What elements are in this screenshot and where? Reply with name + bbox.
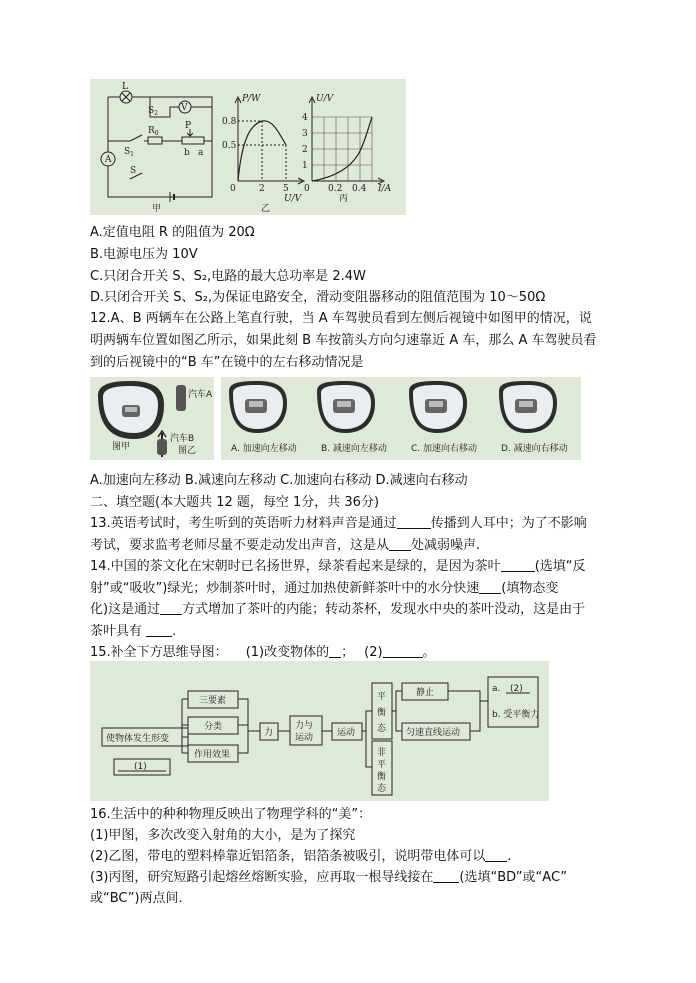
graph-bing-ytick-3: 1 (302, 161, 308, 171)
q13-text-2a: 考试，要求监考老师尽量不要走动发出声音，这是从 (90, 538, 390, 553)
q11-option-a: A.定值电阻 R 的阻值为 20Ω (90, 225, 255, 240)
q14-blank-1 (501, 559, 535, 572)
q14-blank-4 (146, 624, 172, 637)
mm-fei-heng: 衡 (377, 772, 387, 782)
tu-jia-label: 图甲 (112, 442, 131, 452)
mm-blank-1: (1) (134, 762, 147, 772)
switch-s-label: S (130, 166, 137, 176)
graph-bing-xlabel: I/A (378, 184, 392, 194)
mm-left-box: 使物体发生形变 (106, 734, 170, 744)
q15-blank-1 (329, 645, 341, 658)
tu-yi-label: 图乙 (178, 446, 197, 456)
lamp-label: L (122, 82, 128, 92)
graph-yi-ytick-0: 0.8 (222, 117, 237, 127)
q14-text-2b: (填物态变 (501, 581, 559, 596)
mm-li: 力 (264, 728, 274, 738)
ammeter-label: A (105, 155, 112, 165)
mm-yundong: 运动 (295, 733, 314, 743)
graph-bing-ytick-2: 2 (302, 145, 308, 155)
q16-blank-2 (485, 849, 507, 862)
q14-text-1b: (选填“反 (534, 559, 586, 574)
q14-line-1 (90, 558, 586, 576)
q13-line-2 (90, 537, 480, 555)
figure-jia-caption: 甲 (152, 204, 162, 214)
q13-line-1 (90, 515, 587, 533)
mind-map-figure (90, 661, 549, 801)
q14-text-3a: 化)这是通过 (90, 602, 161, 617)
q14-text-4a: 茶叶具有 (90, 624, 143, 639)
mirror-option-d: D. 减速向右移动 (501, 444, 568, 454)
mm-ping: 平 (377, 692, 387, 702)
voltmeter-label: V (181, 103, 188, 113)
graph-yi-xtick-1: 2 (259, 184, 265, 194)
q16-text-3a: (3)丙图，研究短路引起熔丝熔断实验，应再取一根导线接在 (90, 870, 434, 885)
mirror-option-c: C. 加速向右移动 (411, 444, 478, 454)
graph-bing-ylabel: U/V (316, 94, 334, 104)
mm-yundong-2: 运动 (337, 728, 356, 738)
q12-options: A.加速向左移动 B.减速向左移动 C.加速向右移动 D.减速向右移动 (90, 473, 468, 488)
graph-yi-xtick-0: 0 (230, 184, 236, 194)
q13-text-2b: 处减弱噪声. (411, 538, 481, 553)
q13-blank-2 (389, 538, 411, 551)
q14-blank-3 (160, 602, 182, 615)
slider-p-label: P (185, 121, 192, 131)
q15-text-a: 15.补全下方思维导图： (90, 645, 228, 660)
mm-a2: a. (492, 684, 501, 694)
q12-line-3: 到的后视镜中的“B 车”在镜中的左右移动情况是 (90, 355, 364, 370)
q12-line-1: 12.A、B 两辆车在公路上笔直行驶，当 A 车驾驶员看到左侧后视镜中如图甲的情况，说 (90, 311, 592, 326)
car-a-label: 汽车A (188, 390, 213, 400)
q16-text-2b: . (507, 849, 512, 864)
q16-text-2a: (2)乙图，带电的塑料棒靠近铝箔条，铝箔条被吸引，说明带电体可以 (90, 849, 486, 864)
q16-part-4: 或“BC”)两点间. (90, 891, 183, 906)
q15-text-e: 。 (422, 645, 436, 660)
circuit-graph-figure (90, 79, 406, 215)
terminal-a-label: a (198, 148, 204, 158)
q14-line-4 (90, 623, 176, 641)
q11-option-c: C.只闭合开关 S、S₂,电路的最大总功率是 2.4W (90, 269, 366, 284)
q16-blank-3 (433, 870, 459, 883)
graph-yi-caption: 乙 (261, 204, 271, 214)
mm-a2-blank: (2) (510, 684, 523, 694)
mm-fenlei: 分类 (204, 722, 223, 732)
graph-bing-ytick-1: 3 (302, 129, 308, 139)
q14-text-4b: . (172, 624, 177, 639)
mm-sanyaosu: 三要素 (199, 696, 227, 706)
q15-text-c: ； (341, 645, 355, 660)
r0-label: $R_0$ (148, 126, 159, 137)
q11-option-b: B.电源电压为 10V (90, 247, 198, 262)
q13-text-1a: 13.英语考试时，考生听到的英语听力材料声音是通过 (90, 516, 397, 531)
q14-text-3b: 方式增加了茶叶的内能；转动茶杯，发现水中央的茶叶没动，这是由于 (182, 602, 586, 617)
q16-part-2 (90, 848, 512, 866)
mm-fei-tai: 态 (377, 784, 387, 794)
mirror-option-a: A. 加速向左移动 (231, 444, 297, 454)
terminal-b-label: b (184, 148, 190, 158)
q14-blank-2 (479, 581, 501, 594)
q16-part-1: (1)甲图，多次改变入射角的大小，是为了探究 (90, 828, 356, 843)
graph-bing-xtick-1: 0.2 (328, 184, 343, 194)
graph-bing-xtick-0: 0 (304, 184, 310, 194)
graph-bing-xtick-2: 0.4 (352, 184, 367, 194)
mm-liyu: 力与 (295, 721, 314, 731)
graph-yi-ylabel: P/W (242, 94, 261, 104)
mm-fei-ping: 平 (377, 760, 387, 770)
q14-text-2a: 射”或“吸收”)绿光；炒制茶叶时，通过加热使新鲜茶叶中的水分快速 (90, 581, 480, 596)
mm-zuoyongxiaoguo: 作用效果 (194, 750, 231, 760)
q16-title: 16.生活中的种种物理反映出了物理学科的“美”： (90, 807, 372, 822)
q14-text-1a: 14.中国的茶文化在宋朝时已名扬世界，绿茶看起来是绿的，是因为茶叶 (90, 559, 501, 574)
mm-tai: 态 (377, 724, 387, 734)
q16-part-3 (90, 869, 567, 887)
mm-jingzhi: 静止 (416, 688, 435, 698)
q13-blank-1 (397, 516, 431, 529)
graph-bing-ytick-0: 4 (302, 113, 308, 123)
mirror-option-b: B. 减速向左移动 (321, 444, 387, 454)
mm-heng: 衡 (377, 708, 387, 718)
mirror-figure-options (221, 377, 581, 460)
q15-text-d: (2) (364, 645, 383, 660)
graph-yi-xlabel: U/V (284, 194, 302, 204)
mm-fei: 非 (377, 748, 387, 758)
switch-s1-label: $S_1$ (124, 147, 134, 158)
q14-line-2 (90, 580, 558, 598)
graph-yi-xtick-2: 5 (283, 184, 289, 194)
q14-line-3 (90, 601, 585, 619)
section-2-heading: 二、填空题(本大题共 12 题，每空 1分，共 36分) (90, 495, 380, 510)
q16-text-3b: (选填“BD”或“AC” (459, 870, 567, 885)
q15-blank-2 (383, 645, 423, 658)
q11-option-d: D.只闭合开关 S、S₂,为保证电路安全，滑动变阻器移动的阻值范围为 10～50Ω (90, 290, 546, 305)
graph-bing-caption: 丙 (339, 194, 349, 204)
mirror-figure-left (90, 377, 214, 460)
q13-text-1b: 传播到人耳中；为了不影响 (430, 516, 587, 531)
q15-line (90, 644, 436, 662)
switch-s2-label: $S_2$ (148, 106, 158, 117)
q15-text-b: (1)改变物体的 (245, 645, 330, 660)
mm-b-shou: b. 受平衡力 (492, 710, 540, 720)
car-b-label: 汽车B (170, 434, 195, 444)
mm-yunsu: 匀速直线运动 (406, 728, 461, 738)
graph-yi-ytick-1: 0.5 (222, 141, 237, 151)
q12-line-2: 明两辆车位置如图乙所示，如果此刻 B 车按箭头方向匀速靠近 A 车，那么 A 车驾驶员看 (90, 333, 597, 348)
